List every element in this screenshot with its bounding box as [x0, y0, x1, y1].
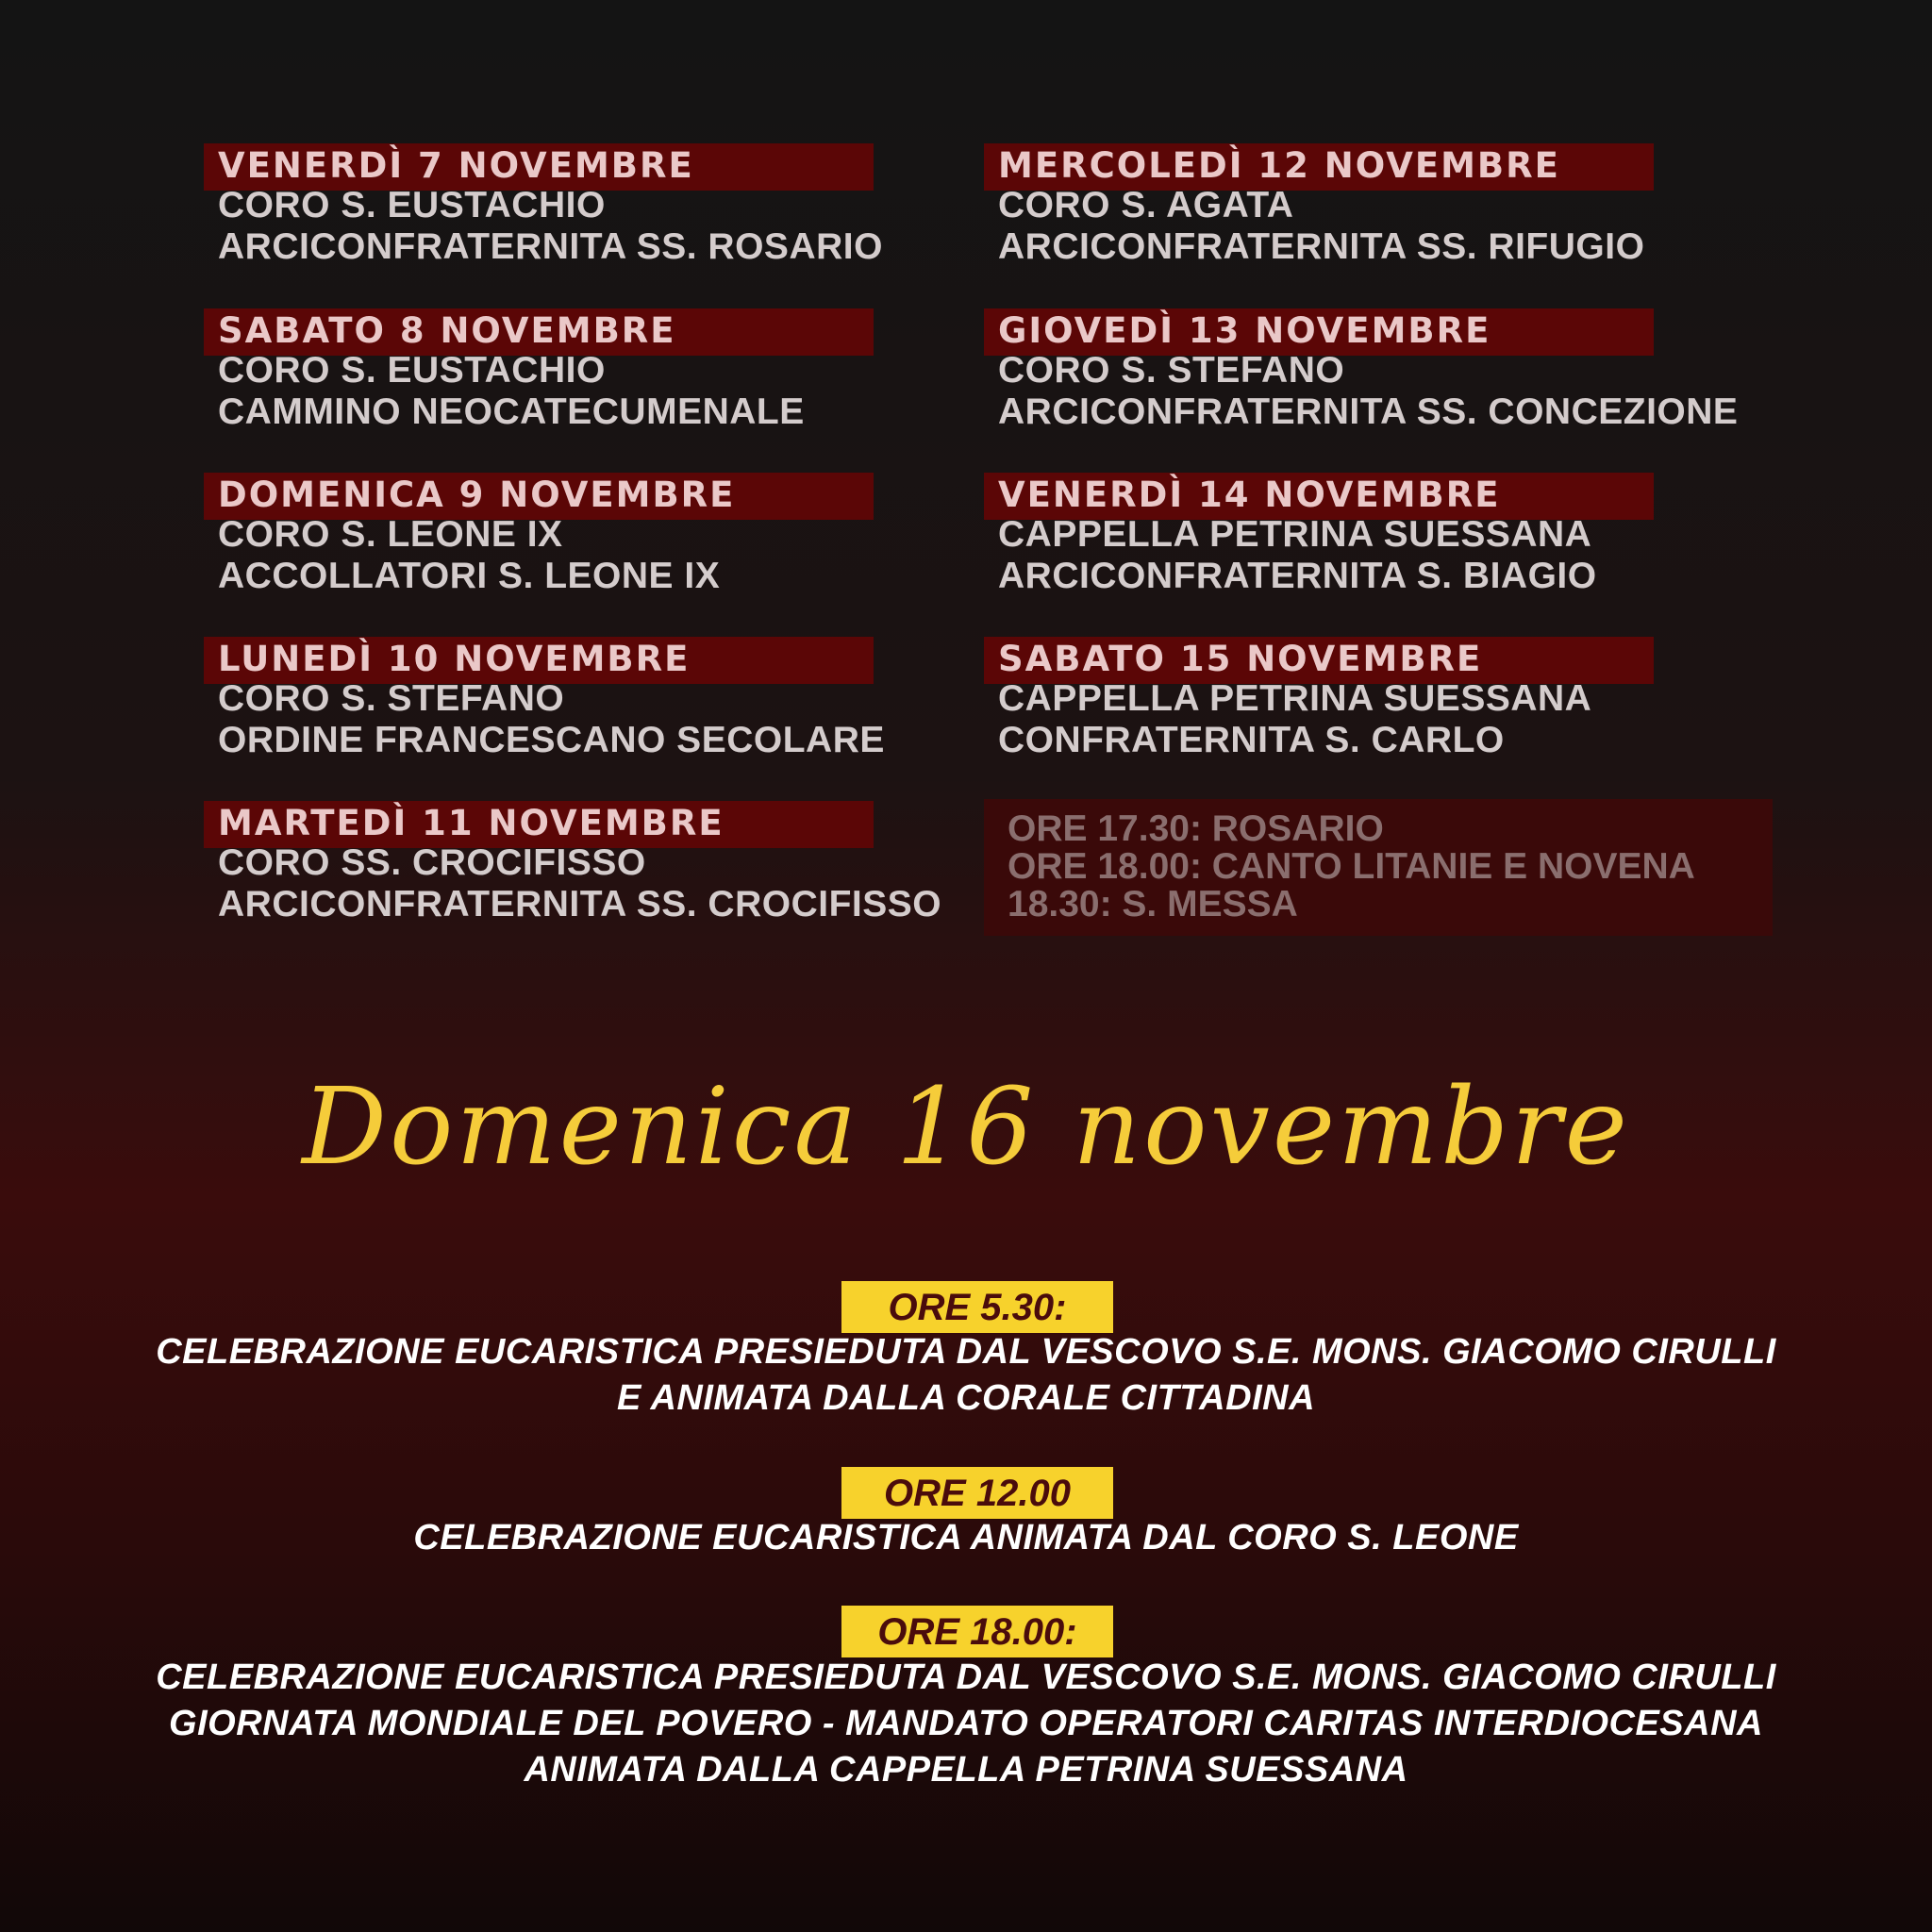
day-title: GIOVEDÌ 13 NOVEMBRE [998, 310, 1491, 351]
day-line: CORO S. LEONE IX [218, 514, 563, 555]
daily-times-box [984, 799, 1773, 936]
day-line: ARCICONFRATERNITA S. BIAGIO [998, 556, 1597, 596]
day-line: CONFRATERNITA S. CARLO [998, 720, 1505, 760]
day-line: ARCICONFRATERNITA SS. ROSARIO [218, 226, 883, 267]
day-header [204, 473, 874, 520]
day-line: CORO S. STEFANO [218, 678, 565, 719]
event-description: CELEBRAZIONE EUCARISTICA ANIMATA DAL CORO S. LEONE [413, 1518, 1519, 1557]
day-line: CORO S. AGATA [998, 185, 1294, 225]
day-line: CORO SS. CROCIFISSO [218, 842, 646, 883]
day-line: ACCOLLATORI S. LEONE IX [218, 556, 721, 596]
daily-time-line: 18.30: S. MESSA [1008, 884, 1298, 924]
day-title: SABATO 8 NOVEMBRE [218, 310, 676, 351]
event-description: CELEBRAZIONE EUCARISTICA PRESIEDUTA DAL VESCOVO S.E. MONS. GIACOMO CIRULLI [156, 1332, 1776, 1372]
day-title: DOMENICA 9 NOVEMBRE [218, 475, 736, 515]
day-line: ARCICONFRATERNITA SS. CROCIFISSO [218, 884, 942, 924]
daily-time-line: ORE 18.00: CANTO LITANIE E NOVENA [1008, 846, 1695, 887]
day-line: CAPPELLA PETRINA SUESSANA [998, 678, 1592, 719]
time-badge: ORE 5.30: [841, 1281, 1113, 1333]
day-title: VENERDÌ 7 NOVEMBRE [218, 145, 694, 186]
day-line: ORDINE FRANCESCANO SECOLARE [218, 720, 885, 760]
time-badge: ORE 12.00 [841, 1467, 1113, 1519]
time-badge: ORE 18.00: [841, 1606, 1113, 1657]
day-header [984, 143, 1654, 191]
day-line: ARCICONFRATERNITA SS. RIFUGIO [998, 226, 1645, 267]
day-title: MARTEDÌ 11 NOVEMBRE [218, 803, 724, 843]
day-header [984, 637, 1654, 684]
event-description: ANIMATA DALLA CAPPELLA PETRINA SUESSANA [524, 1750, 1408, 1790]
day-title: MERCOLEDÌ 12 NOVEMBRE [998, 145, 1560, 186]
daily-time-line: ORE 17.30: ROSARIO [1008, 808, 1384, 849]
event-description: E ANIMATA DALLA CORALE CITTADINA [616, 1378, 1316, 1418]
day-line: ARCICONFRATERNITA SS. CONCEZIONE [998, 391, 1739, 432]
day-header [204, 308, 874, 356]
day-line: CORO S. STEFANO [998, 350, 1345, 391]
day-header [204, 801, 874, 848]
event-description: CELEBRAZIONE EUCARISTICA PRESIEDUTA DAL VESCOVO S.E. MONS. GIACOMO CIRULLI [156, 1657, 1776, 1697]
day-header [984, 308, 1654, 356]
final-day-title: Domenica 16 novembre [302, 1066, 1630, 1189]
day-title: LUNEDÌ 10 NOVEMBRE [218, 639, 691, 679]
day-title: SABATO 15 NOVEMBRE [998, 639, 1483, 679]
day-title: VENERDÌ 14 NOVEMBRE [998, 475, 1501, 515]
event-description: GIORNATA MONDIALE DEL POVERO - MANDATO OPERATORI CARITAS INTERDIOCESANA [169, 1704, 1763, 1743]
day-line: CORO S. EUSTACHIO [218, 185, 606, 225]
day-header [204, 143, 874, 191]
day-header [984, 473, 1654, 520]
day-line: CORO S. EUSTACHIO [218, 350, 606, 391]
day-header [204, 637, 874, 684]
day-line: CAMMINO NEOCATECUMENALE [218, 391, 805, 432]
day-line: CAPPELLA PETRINA SUESSANA [998, 514, 1592, 555]
